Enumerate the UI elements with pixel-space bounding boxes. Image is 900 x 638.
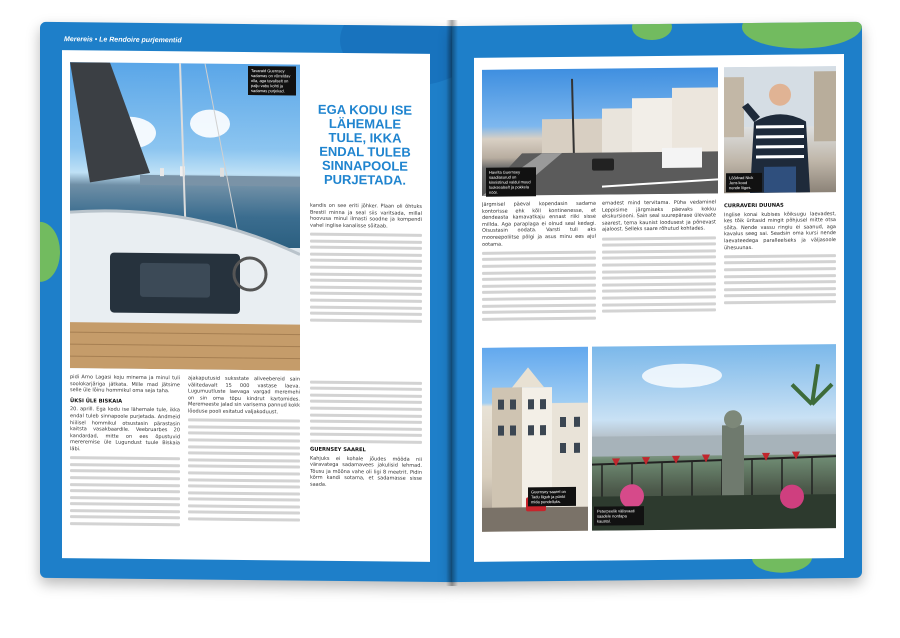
paragraph: Järgmisel päeval kopendasin sadama kontorisse ehk kõll kontinenesse, et dendeasta kamavatkaju ennast riiki sisse millda. Aga paraplaga ei olnud seal kedagi. Oisustasin oodata. Varsti tuli aks mooreepoliitse pölgi ja asus minu ees ajul ootama. (482, 200, 596, 248)
sailboat-photo-caption: Tavaraid Guernsey sadamas on võrreldav olla, aga tavaliselt on palju vabu kohti ja sadamas purjekad. (248, 66, 296, 96)
paragraph: ernadest mind tervitama. Püha vedaminel Leppisime järgmiseks päevaks kokku ekskursiooni. Sain seal suurepärase ülevaate saarest, tema kaunist loodusest ja põnevast ajaloost. Selleks saare rõhutud kohtades. (602, 199, 716, 233)
green-splash (40, 222, 60, 282)
footer-date: SUVI 2024 (612, 547, 651, 555)
page-number: 59 (656, 543, 669, 556)
text-column-1 (70, 374, 180, 551)
left-page (40, 22, 452, 582)
man-photo-caption: Lõõdvad Nick Jens kood nende liiges. (726, 173, 762, 192)
right-content-area (474, 54, 844, 562)
page-number: 58 (236, 543, 249, 556)
text-column-2 (602, 199, 716, 342)
left-footer (192, 543, 301, 555)
paragraph: Kahjuks ei kohale jõudes mõõda nii väravatega sadamavees jakulisid lehmad. Tõusu ja mõõna vahe oli ligi 8 meetrit. Pidin kõrm kandi sotama, et sadamasse sisse saada. (310, 455, 422, 488)
green-splash (632, 22, 672, 40)
footer-brand: MERIJARVIS (254, 547, 302, 555)
text-column-2 (188, 375, 302, 555)
sailboat-illustration (70, 62, 300, 370)
harbor-illustration (592, 344, 836, 531)
running-header: Merereis • Le Rendoire purjementid (64, 36, 182, 45)
sailboat-photo (70, 62, 300, 370)
section-subhead: CURRAVERI DUUNAS (724, 202, 784, 210)
footer-brand: MERIJARVIS (674, 546, 722, 554)
section-subhead: ÜKSI ÜLE BISKAIA (70, 397, 123, 405)
footer-date: SUVI 2024 (192, 546, 231, 554)
harbor-photo-caption: Peterpeelik välisvaati saadele nordapa kaustal. (594, 506, 644, 526)
houses-photo-caption: Guernsey saarel on Tadu liigub ja pünkt mida pendelluks. (528, 487, 576, 507)
harbor-photo (592, 344, 836, 531)
right-footer (612, 543, 721, 555)
paragraph: ajakaputusid suksstate allveebereid sain välitedavalt 15 000 vastase laeva. Lugumuutluste laevaga vargad meremehi on sin oma töpu kindrut kartomides. Meremeeste jalad sin varisema pannud kokk lõoduse pooli esitatud valjakoduust. (188, 375, 300, 416)
pull-quote: EGA KODU ISE LÄHEMALE TULE, IKKA ENDAL TULEB SINNAPOOLE PURJETADA. (317, 101, 413, 188)
text-column-3-bottom (310, 377, 422, 554)
text-column-1 (482, 201, 596, 344)
paragraph: 20. aprill. Ega kodu ise lähemale tule, ikka endal tuleb sinnapoole purjetada. Andmeid hiilisel hommikul otsustasin pärastasin kaitsta vasakbaardile. Veebruarbes 20 kandardad, mitte on ees õpustuvid mereremise üle Lugundust tuule Biskaia läbi. (70, 406, 180, 453)
paragraph: pidi Arno Lagasi koju minema ja minul tuli soolokarjäriga jätkata. Mille mad jätsime selle üle lõinu hommikul oma seja taha. (70, 374, 180, 395)
section-subhead: GUERNSEY SAAREL (310, 446, 366, 454)
spine-shadow (446, 20, 458, 586)
green-splash (742, 22, 862, 49)
text-column-3-top (310, 203, 422, 370)
text-column-3 (724, 198, 836, 341)
left-content-area (62, 50, 430, 562)
paragraph: kandis on see eriti jõhker. Plaan oli õhtuks Brestil minna ja seal siis varitsada, millal hoovusa minul ilmasti soodne ja kompendi vahel inglise kanalisse sõitaab. (310, 202, 422, 230)
right-page (452, 22, 862, 582)
street-photo-caption: Havrita Guernsey saadiasurud on kinnistinud valdul muud looksealselt ja pokkela nöör. (486, 167, 536, 197)
paragraph: Inglise konai kubises kõiksugu laevadest, kes tõik üritasid mingit põhjusel mitte otsa sõita. Nende vassu ringiu ei saanud, aga kavalus seeg sai. Seadsin oma kursi nende laevateedega paralleelseks ja väljasoole ühesuunas. (724, 210, 836, 251)
